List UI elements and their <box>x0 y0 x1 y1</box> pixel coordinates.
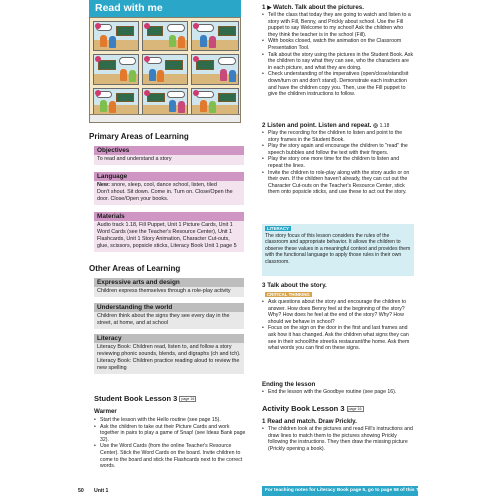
comic-panel-4 <box>93 54 139 85</box>
student-book-lesson-label: Student Book Lesson 3 <box>94 394 178 403</box>
comic-panel-5 <box>142 54 188 85</box>
step-title: Listen and point. Listen and repeat. <box>267 122 372 129</box>
comic-panel-1 <box>93 21 139 51</box>
list-item: • Ask questions about the story and encourage the children to answer. How does Benny feel at the beginning of the story? Why? How does he feel at the end of the story? Why? How should we behave in school? <box>262 299 414 325</box>
video-icon: ▶ <box>267 5 272 11</box>
list-item: • With books closed, watch the animation on the Classroom Presentation Tool. <box>262 38 414 51</box>
list-item: • Talk about the story using the pictures in the Student Book. Ask the children to say what they can see, who the characters are in each picture, and what they are doing. <box>262 52 414 72</box>
language-new-text: snore, sleep, cool, dance school, listen, tiled <box>111 182 217 188</box>
story-comic-image <box>89 17 241 123</box>
activity-step-1-heading <box>262 418 357 425</box>
student-book-lesson-title <box>94 394 196 403</box>
activity-book-lesson-title <box>262 404 364 413</box>
objectives-label: Objectives <box>94 146 244 155</box>
page-title: Read with me <box>95 2 163 14</box>
track-number: 1.18 <box>379 123 390 129</box>
step-number: 2 <box>262 122 266 129</box>
language-label: Language <box>94 172 244 181</box>
list-item: • Tell the class that today they are going to watch and listen to a story with Fill, Benny, and Prickly about school. Use the Fill puppet to say Welcome to my school! Ask the children who they think the teacher is in the school (Fill). <box>262 12 414 38</box>
list-item: • Invite the children to role-play along with the story audio or on their own. If the children haven't already, they can cut out the Character Cut-outs on the Teacher's Resource Center, stick them onto popsicle sticks, and use these to act out the story. <box>262 170 414 196</box>
page-number: 50 <box>78 488 84 494</box>
step-title: Watch. Talk about the pictures. <box>273 4 364 11</box>
step-2-heading <box>262 122 389 129</box>
comic-panel-2 <box>142 21 188 51</box>
warmer-list <box>94 417 246 470</box>
expressive-arts-text: Children express themselves through a role-play activity <box>94 287 244 297</box>
literacy-note-label: LITERACY <box>267 226 289 231</box>
literacy-text: Literacy Book: Children read, listen to, and follow a story reviewing phonic sounds, blends, and digraphs (ch and tch). Literacy Book: Children practice reading aloud to review the new spelling <box>94 343 244 374</box>
language-new-label: New: <box>97 182 110 188</box>
list-item: • Use the Word Cards (from the online Teacher's Resource Center). Stick the Word Cards on the board. Invite children to come to the board and stick the Flashcards next to the correct words. <box>94 443 246 469</box>
language-box <box>94 172 244 205</box>
step-title: Talk about the story. <box>267 282 327 289</box>
objectives-text: To read and understand a story <box>94 155 244 165</box>
expressive-arts-label: Expressive arts and design <box>94 278 244 287</box>
materials-box <box>94 212 244 252</box>
step-number: 1 <box>262 4 266 11</box>
activity-book-lesson-label: Activity Book Lesson 3 <box>262 404 345 413</box>
step-1-list <box>262 12 414 98</box>
step-2-list <box>262 130 414 196</box>
comic-panel-9 <box>191 88 239 115</box>
step-title: Read and match. Draw Prickly. <box>267 418 357 425</box>
warmer-heading: Warmer <box>94 408 117 415</box>
list-item: • End the lesson with the Goodbye routine (see page 16). <box>262 389 414 396</box>
comic-panel-3 <box>191 21 239 51</box>
materials-label: Materials <box>94 212 244 221</box>
critical-thinking-label: CRITICAL THINKING <box>267 292 310 297</box>
step-3-list <box>262 299 414 352</box>
language-text: Don't shout. Sit down. Come in. Turn on. Close/Open the door. Close/Open your books. <box>97 189 233 202</box>
comic-footer-strip <box>90 114 240 122</box>
objectives-box <box>94 146 244 165</box>
list-item: • Check understanding of the imperatives (open/close/stand/sit down/turn on and don't stand). Demonstrate each instruction and have the children copy you. Then, use the Fill puppet to give the children instructions to follow. <box>262 71 414 97</box>
activity-list <box>262 426 414 452</box>
comic-panel-6 <box>191 54 239 85</box>
literacy-label: Literacy <box>94 334 244 343</box>
comic-panel-7 <box>93 88 139 115</box>
unit-label: Unit 1 <box>94 488 109 494</box>
step-number: 1 <box>262 418 266 425</box>
comic-panel-8 <box>142 88 188 115</box>
understanding-world-text: Children think about the signs they see every day in the street, at home, and at school <box>94 312 244 329</box>
list-item: • Focus on the sign on the door in the first and last frames and ask how it has changed. Ask the children what signs they can see in their school/the street/a restaurant/the home. Ask them what words you can find on these signs. <box>262 325 414 351</box>
ending-list <box>262 389 414 396</box>
list-item: • Play the story one more time for the children to listen and repeat the lines. <box>262 156 414 169</box>
page-ref-tag: page 16 <box>348 407 362 412</box>
audio-cd-icon: ◎ <box>373 123 378 129</box>
expressive-arts-box <box>94 278 244 297</box>
other-areas-heading: Other Areas of Learning <box>89 264 181 273</box>
primary-areas-heading: Primary Areas of Learning <box>89 132 189 141</box>
list-item: • Ask the children to take out their Picture Cards and work together in pairs to play a game of Snap! (see Ideas Bank page 32). <box>94 424 246 444</box>
materials-text: Audio track 1.18, Fill Puppet, Unit 1 Picture Cards, Unit 1 Word Cards (see the Teacher's Resource Center), Unit 1 Flashcards, Unit 1 Story Animation, Character Cut-outs, glue, scissors, popsicle sticks, Literacy Book Unit 1 page 5 <box>94 221 244 252</box>
language-body <box>94 181 244 205</box>
understanding-world-label: Understanding the world <box>94 303 244 312</box>
step-number: 3 <box>262 282 266 289</box>
list-item: • The children look at the pictures and read Fill's instructions and draw lines to match them to the pictures showing Prickly following the instructions. They then draw the missing picture (Prickly opening a book). <box>262 426 414 452</box>
understanding-world-box <box>94 303 244 329</box>
footer-note: For teaching notes for Literacy Book page 5, go to page 58 of this Teacher's Guide. <box>262 486 418 496</box>
literacy-note-text: The story focus of this lesson considers the rules of the classroom and appropriate behavior. It allows the children to observe these values in a meaningful context and provides them with the functional language to apply those rules in their own classroom. <box>265 233 411 265</box>
list-item: • Play the story again and encourage the children to "read" the speech bubbles and follow the text with their fingers. <box>262 143 414 156</box>
literacy-box <box>94 334 244 374</box>
list-item: • Start the lesson with the Hello routine (see page 15). <box>94 417 246 424</box>
literacy-note-box <box>262 224 414 276</box>
ending-heading: Ending the lesson <box>262 381 316 388</box>
step-3-heading <box>262 282 327 289</box>
step-1-heading <box>262 4 364 11</box>
page-ref-tag: page 16 <box>181 397 195 402</box>
list-item: • Play the recording for the children to listen and point to the story frames in the Student Book. <box>262 130 414 143</box>
